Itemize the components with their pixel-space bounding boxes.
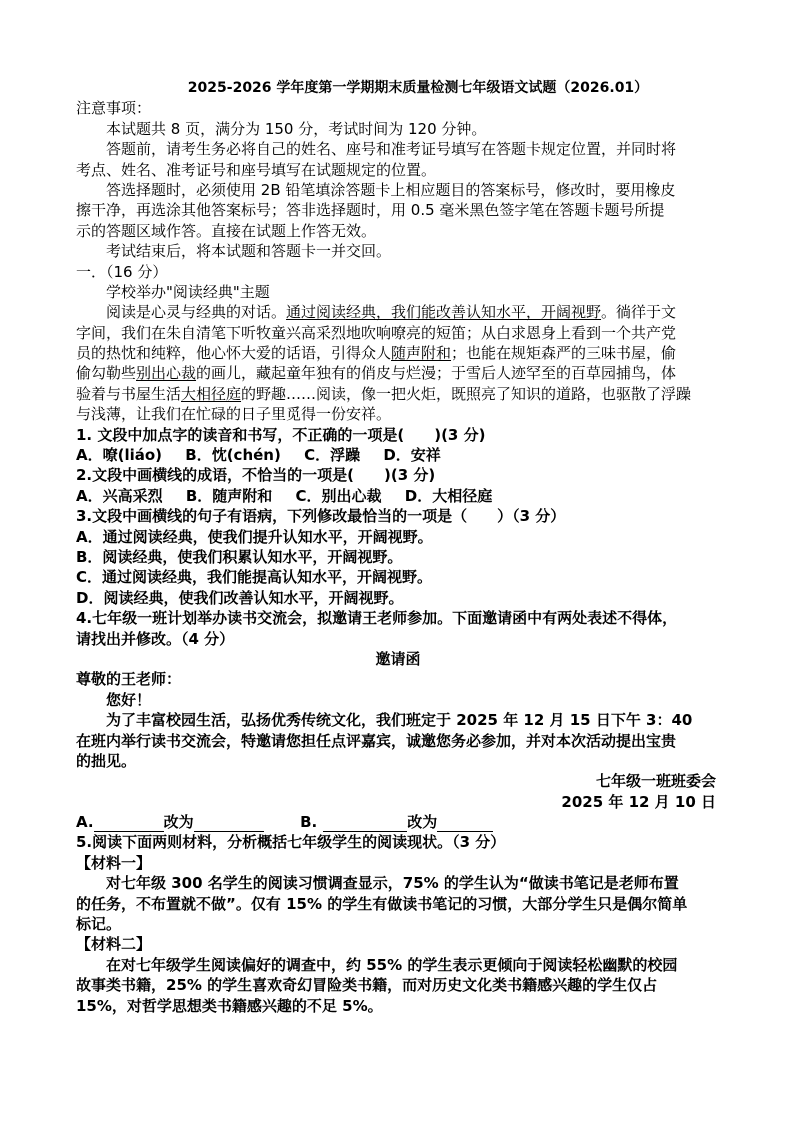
answer-a-original-blank[interactable] [94,815,164,832]
letter-greeting: 您好！ [106,690,152,709]
option-c[interactable]: C．通过阅读经典，我们能提高认知水平，开阔视野。 [76,568,433,587]
option-d[interactable]: D．大相径庭 [404,486,493,505]
material-1-text: 对七年级 300 名学生的阅读习惯调查显示，75% 的学生认为“做读书笔记是老师布置 [106,874,679,893]
passage-text: 。徜徉于文 [601,303,677,322]
letter-body: 的拙见。 [76,751,137,770]
reading-passage [76,302,720,424]
answer-b-label: B. [300,813,318,832]
option-b[interactable]: B．阅读经典，使我们积累认知水平，开阔视野。 [76,547,403,566]
passage-line [76,343,720,363]
passage-line [76,363,720,383]
notice-paragraph: 示的答题区域作答。直接在试题上作答无效。 [76,221,377,240]
answer-a-label: A. [76,813,94,832]
exam-title: 2025-2026 学年度第一学期期末质量检测七年级语文试题（2026.01） [187,80,649,96]
passage-line: 与浅薄，让我们在忙碌的日子里觅得一份安祥。 [76,405,392,424]
notice-paragraph: 考试结束后，将本试题和答题卡一并交回。 [106,242,392,261]
passage-text: ；也能在规矩森严的三味书屋，偷 [451,344,677,363]
notice-paragraph: 擦干净，再选涂其他答案标号；答非选择题时，用 0.5 毫米黑色签字笔在答题卡题号所提 [76,201,665,220]
letter-signer: 七年级一班班委会 [595,772,716,791]
answer-a-revised-blank[interactable] [194,815,264,832]
question-1-options [76,445,720,465]
question-3-stem: 3.文段中画横线的句子有语病，下列修改最恰当的一项是（ ）（3 分） [76,507,566,526]
letter-body: 为了丰富校园生活，弘扬优秀传统文化，我们班定于 2025 年 12 月 15 日下午 3：40 [106,711,693,730]
question-4-stem: 4.七年级一班计划举办读书交流会，拟邀请王老师参加。下面邀请函中有两处表述不得体， [76,609,678,628]
passage-line [76,302,720,322]
passage-text: 偷勾勒些 [76,364,137,383]
question-2-stem: 2.文段中画横线的成语，不恰当的一项是( )(3 分) [76,466,436,485]
notice-paragraph: 答题前，请考生务必将自己的姓名、座号和准考证号填写在答题卡规定位置，并同时将 [106,140,677,159]
passage-text: 阅读是心灵与经典的对话。 [106,303,287,322]
material-1-label: 【材料一】 [76,853,152,872]
material-2-label: 【材料二】 [76,935,152,954]
question-5-stem: 5.阅读下面两则材料，分析概括七年级学生的阅读现状。（3 分） [76,833,506,852]
option-a[interactable]: A．通过阅读经典，使我们提升认知水平，开阔视野。 [76,527,433,546]
underlined-idiom: 随声附和 [391,344,452,363]
letter-salutation: 尊敬的王老师： [76,670,182,689]
underlined-idiom: 大相径庭 [181,384,242,403]
passage-text: 员的热忱和纯粹，他心怀大爱的话语，引得众人 [76,344,392,363]
letter-date: 2025 年 12 月 10 日 [561,792,716,811]
passage-line: 字间，我们在朱自清笔下听牧童兴高采烈地吹响嘹亮的短笛；从白求恩身上看到一个共产党 [76,323,677,342]
material-2-text: 故事类书籍，25% 的学生喜欢奇幻冒险类书籍，而对历史文化类书籍感兴趣的学生仅占 [76,976,658,995]
material-2-text: 在对七年级学生阅读偏好的调查中，约 55% 的学生表示更倾向于阅读轻松幽默的校园 [106,955,678,974]
answer-a-change-label: 改为 [163,813,194,832]
material-1-text: 的任务，不布置就不做”。仅有 15% 的学生有做读书笔记的习惯，大部分学生只是偶尔简单 [76,894,688,913]
option-a[interactable]: A．兴高采烈 [76,486,163,505]
question-4-stem: 请找出并修改。（4 分） [76,629,235,648]
option-d[interactable]: D．阅读经典，使我们改善认知水平，开阔视野。 [76,588,404,607]
answer-b-revised-blank[interactable] [437,815,493,832]
option-c[interactable]: C．浮躁 [304,446,361,465]
letter-body: 在班内举行读书交流会，特邀请您担任点评嘉宾，诚邀您务必参加，并对本次活动提出宝贵 [76,731,677,750]
passage-text: 的画儿，藏起童年独有的俏皮与烂漫；于雪后人迹罕至的百草园捕鸟，体 [196,364,677,383]
question-2-options [76,486,720,506]
option-c[interactable]: C．别出心裁 [295,486,382,505]
letter-title: 邀请函 [375,649,421,668]
option-a[interactable]: A．嘹(liáo) [76,446,163,465]
underlined-sentence: 通过阅读经典，我们能改善认知水平，开阔视野 [286,303,602,322]
notice-paragraph: 考点、姓名、准考证号和座号填写在试题规定的位置。 [76,160,437,179]
notice-paragraph: 本试题共 8 页，满分为 150 分，考试时间为 120 分钟。 [106,119,487,138]
answer-b-change-label: 改为 [407,813,438,832]
answer-b-original-blank[interactable] [323,815,407,832]
option-b[interactable]: B．随声附和 [185,486,273,505]
notice-heading: 注意事项： [76,99,152,118]
notice-paragraph: 答选择题时，必须使用 2B 铅笔填涂答题卡上相应题目的答案标号，修改时，要用橡皮 [106,180,676,199]
section-heading: 一．（16 分） [76,262,168,281]
section-theme: 学校举办"阅读经典"主题 [106,282,270,301]
passage-text: 验着与书屋生活 [76,384,182,403]
passage-text: 的野趣……阅读，像一把火炬，既照亮了知识的道路，也驱散了浮躁 [241,384,692,403]
underlined-idiom: 别出心裁 [136,364,197,383]
exam-page [76,78,720,1016]
option-b[interactable]: B．忱(chén) [185,446,281,465]
material-2-text: 15%，对哲学思想类书籍感兴趣的不足 5%。 [76,996,383,1015]
passage-line [76,384,720,404]
question-1-stem: 1. 文段中加点字的读音和书写，不正确的一项是( )(3 分) [76,425,486,444]
material-1-text: 标记。 [76,915,122,934]
option-d[interactable]: D．安祥 [383,446,441,465]
question-4-answer-row [76,812,720,832]
